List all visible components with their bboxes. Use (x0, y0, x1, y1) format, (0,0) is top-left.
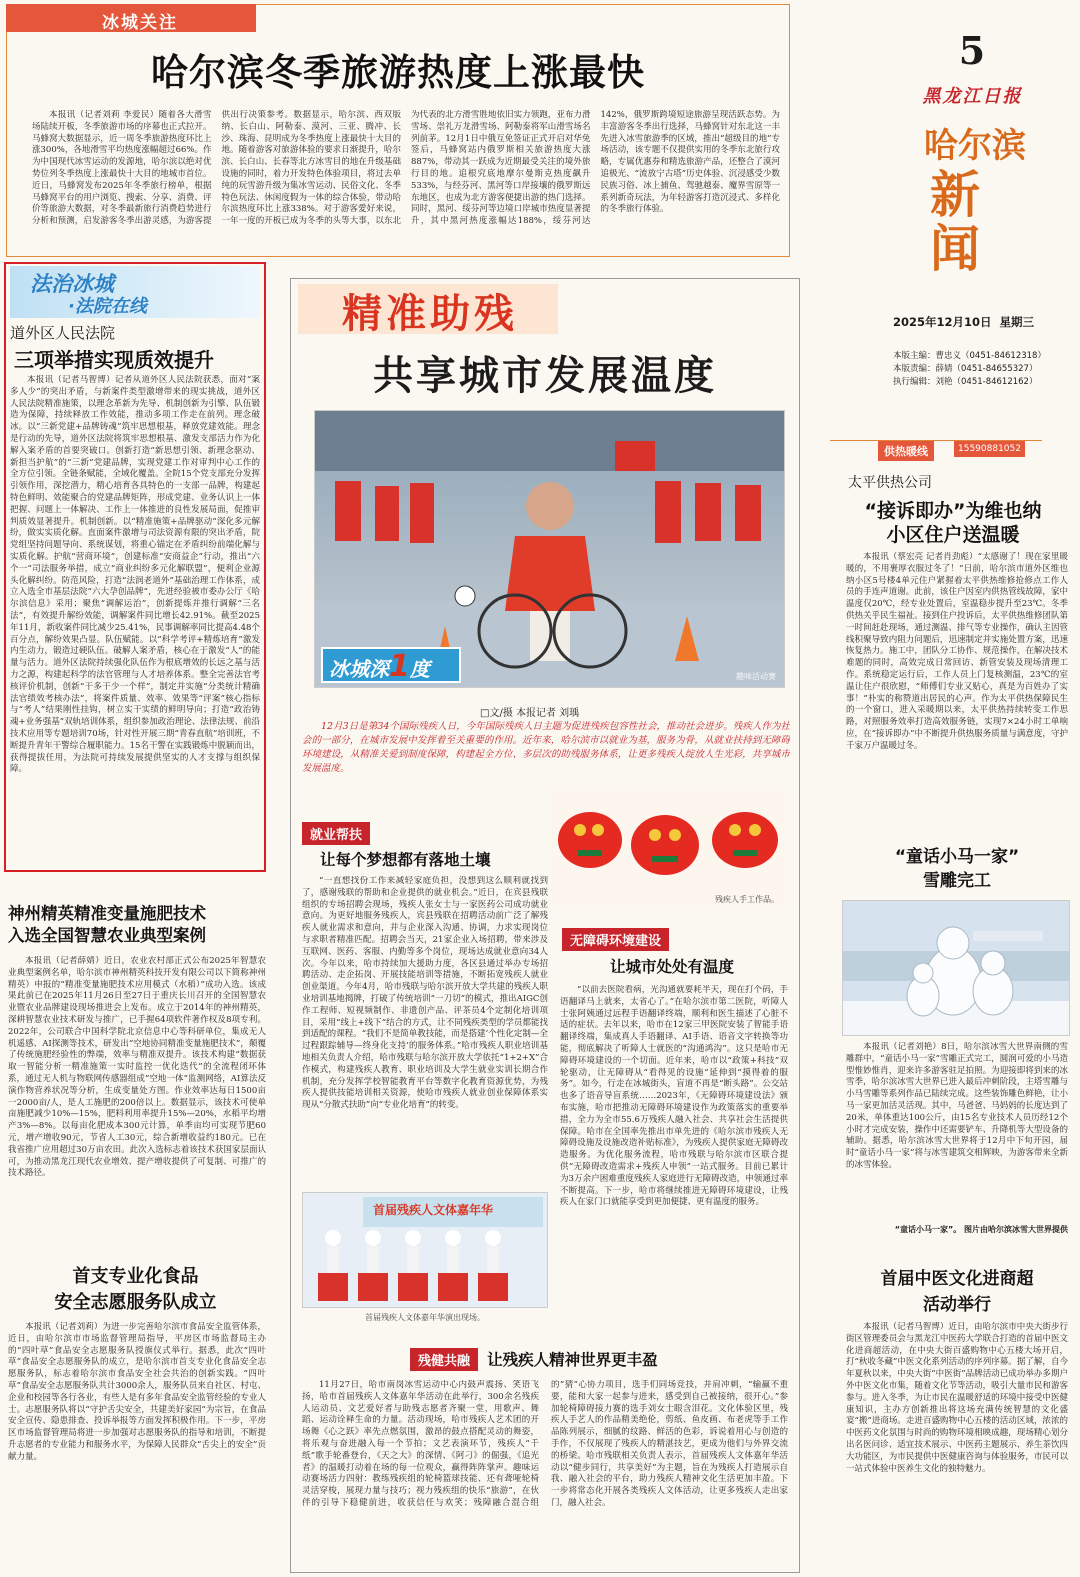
photo-badge-suffix: 度 (409, 657, 430, 681)
section-news: 新闻 (930, 166, 980, 278)
snow-photo (842, 900, 1070, 1036)
weekday: 星期三 (999, 315, 1035, 329)
rehab-headline: 让残疾人精神世界更丰盈 (487, 1351, 658, 1369)
law-subhead: 道外区人民法院 (10, 324, 116, 342)
carnival-photo (302, 1192, 548, 1308)
heating-subhead: 太平供热公司 (848, 475, 932, 491)
law-body: 本报讯（记者马智博）记者从道外区人民法院获悉，面对“案多人少”的突出矛盾，与新案件类型激增带来的现实挑战，道外区人民法院精准施策，以理念革新为先导、机制创新为引擎、队伍锻造为保障，持续释放工作效能，推动多项工作走在前列。理念破冰。以“三新党建+品牌铸魂”筑牢思想根基，释放党建效能。理念是行动的先导，道外区法院将筑牢思想根基、激发支部活力作为化解入案矛盾的首要突破口。创新打造“新思想引领、新理念驱动、新担当护航”的“三新”党建品牌，实现党建工作对审判中心工作的全方位引领。全链条赋能，全域化覆盖。全院15个党支部充分发挥引领作用，深挖潜力，精心培育各具特色的一支部一品牌，构建起特色鲜明、效能聚合的党建品牌矩阵，形成党建、业务认识上一体把握、问题上一体解决、工作上一体推进的良性发展局面，促推审判质效显著提升。机制创新。以“精准施策+品牌驱动”深化多元解纷，做实实质化解。直面案件激增与司法资源有限的突出矛盾，院党组坚持问题导向、系统谋划，将重心锚定在矛盾纠纷前端化解与实质化解。护航“营商环境”，创建标准“安商益企”行动，推出“六个一”司法服务举措，成立“商业纠纷多元化解联盟”，便利企业源头化解纠纷。防范风险，打造“法润老道外”基础治理工作体系，成立入选全市基层法院“六大孕创品牌”，先进经验被市委办公厅《哈尔滨信息》采用；聚焦“调解运治”，创新提炼并推行调解“三名法”，有效提升解纷效能，调解案件同比增长42.91%。截至2025年11月，新收案件同比减少25.41%，民事调解率同比提高4.48个百分点，解纷效果凸显。队伍赋能。以“科学考评+精炼培育”激发内生动力，锻造过硬队伍。破解人案矛盾，核心在于激发“人”的能量与活力。道外区法院持续强化队伍作为根底增效的长远之基与活力之源，构建起科学的法官管理与人才培养体系。整全完善法官考核评价机制，创新“干多干少一个样”，制定并实施“分类统计精确法官绩效考核办法”，将案件质量、效率、效果等“评案”核心指标与“考人”结果刚性挂钩，树立实干实绩的鲜明导向；打造“政治铸魂+业务强基”双轨培训体系，组织参加政治理论、法律法规、前沿技术应用等专题培训70场，针对性开展三期“青春直航”培训班，不断提升青年干警综合履职能力。15名干警在实践锻炼中脱颖而出，获得提拔任用，为法院可持续发展提供坚实的人才支撑与组织保障。 (10, 375, 260, 775)
tiger-shoes-image (550, 790, 785, 895)
food-body: 本报讯（记者刘莉）为进一步完善哈尔滨市食品安全监管体系，近日，由哈尔滨市市场监督管理局指导，平房区市场监督局主办的“四叶草”食品安全志愿服务队授旗仪式举行。据悉，此次“四叶草”食品安全志愿服务队的成立，是哈尔滨市首支专业化食品安全志愿服务队，标志着哈尔滨市食品安全社会共治的创新实践。“四叶草”食品安全志愿服务队共计3000余人，服务队员来自社区、村屯、企业和校园等各行各业，有些人是有多年食品安全监管经验的专业人士。志愿服务队将以“守护舌尖安全，共建美好家园”为宗旨，在食品安全宣传、隐患排查、投诉举报等方面发挥积极作用。下一步，平房区市场监督管理局将进一步加强对志愿服务队的指导和培训，不断提升志愿者的专业能力和服务水平，为保障人民群众“舌尖上的安全”贡献力量。 (8, 1322, 266, 1462)
carnival-caption: 首届残疾人文体嘉年华演出现场。 (365, 1313, 485, 1322)
heating-headline1: “接诉即办”为维也纳 (864, 500, 1042, 522)
section-city: 哈尔滨 (924, 126, 1026, 166)
top-story-tag: 冰城关注 (6, 4, 256, 32)
food-headline2: 安全志愿服务队成立 (54, 1292, 217, 1313)
agri-body: 本报讯（记者薛婧）近日，农业农村部正式公布2025年智慧农业典型案例名单，哈尔滨市神州精英科技开发有限公司以下简称神州精英）申报的“精准变量施肥技术应用模式（水稻）”成功入选。该成果此前已在2025年11月26日至27日于重庆长川召开的全国智慧农业暨农业品牌建设现场推进会上发布。成立于2014年的神州精英，深耕智慧农业技术研发与推广，已手握64项软件著作权及8项专利。2022年，公司联合中国科学院北京信息中心等科研单位，集成无人机遥感、AI探测等技术，研发出“空地协同精准变量施肥技术”，颠覆了传统施肥经验性的弊端，效率与精准双提升。该技术构建“数据获取一智能分析一精准施策一实时监控一优化迭代”的全流程闭环体系，通过无人机与物联网传感器组成“空地一体”监测网络，AI算法反演作物营养状况等分析，生成变量处方图。作业效率达每日1500亩一2000亩/人，是人工施肥的200倍以上。数据显示，该技术可使单亩施肥减少10%—15%，肥料利用率提升15%—20%，水稻平均增产3%—8%。以每亩化肥成本300元计算，单季亩均可实现节肥60元，增产增收90元，节省人工30元，综合新增收益约180元。已在我省推广应用超过30万亩农田。此次入选标志着该技术获国家层面认可，为推动黑龙江现代农业增效、提产增收提供了可复制、可推广的技术路径。 (8, 956, 266, 1179)
tcm-headline2: 活动举行 (923, 1295, 991, 1315)
rehab-tag: 残健共融 (410, 1348, 478, 1371)
staff-list (893, 350, 1073, 389)
snow-sculpture-image (843, 901, 1070, 1036)
top-story-body: 本报讯（记者刘莉 李爱民）随着各大滑雪场陆续开板，冬季旅游市场的序幕也正式拉开。马蜂窝大数据显示，近一周冬季旅游热度环比上涨300%，各地滑雪平均热度涨幅超过66%。作为中国现代冰雪运动的发源地，哈尔滨以绝对优势位列冬季热度上涨最快十大目的地城市首位。近日，马蜂窝发布2025年冬季旅行榜单，根据马蜂窝平台的用户浏览、搜索、分享、消费、评价等旅游大数据，对冬季最新旅行消费趋势进行分析和预测，启发游客冬季出游灵感，为游客提供出行决策参考。数据显示，哈尔滨、西双版纳、长白山、阿勒泰、漠河、三亚、腾冲、长沙、珠海、昆明成为冬季热度上涨最快十大目的地。随着游客对旅游体验的要求日渐提升，哈尔滨、长白山、长春等北方冰雪目的地在升级基础设施的同时，着力开发特色体验项目，将过去单纯的玩雪游升级为集冰雪运动、民俗文化、冬季特色玩法、休闲度假为一体的综合体验，带动哈尔滨热度环比上涨338%。对于游客愛好来说，一年一度的开板已成为冬季的头等大事，以东北为代表的北方滑雪胜地依旧实力领跑，亚布力滑雪场、崇礼万龙滑雪场、阿勒泰将军山滑雪场名列前茅。12月1日中俄互免签证正式开启对华免签后，马蜂窝站内俄罗斯相关旅游热度大涨887%，带动其一跃成为近期最受关注的境外旅行目的地。追根究底地摩尔曼斯克热度飙升533%，与经芬河、黑河等口岸接壤的俄罗斯远东地区，也成为北方游客便捷出游的热门选择。同时，黑河、绥芬河等边境口岸城市热度显著提升，其中黑河热度涨幅达188%，绥芬河达142%，俄罗斯跨境短途旅游呈现活跃态势。为丰富游客冬季出行选择，马蜂窝针对东北这一丰先进入冰雪旅游季的区域，推出“超级目的地”专场活动，该专题不仅提供实用的冬季东北旅行攻略，专属优惠券和精选旅游产品，还整合了漠河追极光、“流放宁古塔”历史体验、沉浸感受少数民族习俗、冰上捕鱼、驾驰越泰、魔界雪原等一系列新奇玩法，为年轻游客打造沉浸式、多样化的冬季旅行体验。 (32, 110, 780, 227)
rehab-head (410, 1348, 658, 1371)
heating-banner (830, 440, 1042, 457)
page-number: 5 (958, 28, 986, 73)
date: 2025年12月10日 (893, 315, 992, 329)
staff-editor: 本版主编：曹忠义（0451-84612318） (893, 351, 1046, 361)
feature-lead: 12月3日是第34个国际残疾人日，今年国际残疾人日主题为促进残疾包容性社会，推动社会进步。残疾人作为社会的一部分，在城市发展中发挥着至关重要的作用。近年来，哈尔滨市以就业为基，服务为骨，从就业扶持到无障碍环境建设，从精准关爱到制度保障，构建起全方位、多层次的助残服务体系，让更多残疾人绽放人生光彩，共享城市发展温度。 (302, 721, 790, 774)
snow-body: 本报讯（记者刘艳）8日，哈尔滨冰雪大世界南侧的雪雕群中，“童话小马一家”雪雕正式完工，圆润可爱的小马造型惟妙惟肖，迎来许多游客驻足拍照。为迎接即将到来的冰雪季，哈尔滨冰雪大世界已进入最后冲刺阶段，主塔雪雕与小马雪雕等系列作品已陆续完成。这些装饰雕色鲜艳，让小马一家更加活灵活现。其中，马爸爸、马妈妈的长度达到了20米，单体重达100公斤，由15名专业技术人员历经12个小时才完成安装，操作中还需要铲车、升降机等大型设备的辅助。据悉，哈尔滨冰雪大世界将于12月中下旬开园，届时“童话小马一家”将与冰雪建筑交相辉映，为游客带来全新的冰雪体验。 (846, 1042, 1068, 1170)
feature-headline: 共享城市发展温度 (373, 353, 717, 399)
photo-badge (321, 647, 461, 683)
feature-photo-caption: 趣味活动赛 (736, 672, 776, 681)
tcm-body: 本报讯（记者马智博）近日，由哈尔滨市中央大街步行街区管理委员会与黑龙江中医药大学联合打造的首届中医文化进商超活动，在中央大街百盛购物中心五楼大场开启，打“秋收冬藏”中医文化系列活动的序列序幕。据了解，自今年夏秋以来，中央大街“中医街”品牌活动已成功举办多期户外中医文化市集，随着文化节等活动，吸引大量市民和游客参与。进入冬季，为让市民在温暖舒适的环境中接受中医健康知识，主办方创新推出将这场充满传统智慧的文化盛宴“搬”进商场。走进百盛购物中心五楼的活动区域，浓浓的中医药文化氛围与时尚的购物环境相映成趣，现场精心划分出名医问诊、适宜技术展示、中医药主题展示、养生茶饮四大功能区，为市民提供中医健康咨询与体验服务，市民可以一站式体验中医养生文化的独特魅力。 (846, 1322, 1068, 1474)
feature-byline: □文/摄 本报记者 刘瑀 (480, 708, 580, 719)
accessible-body: “以前去医院看病，光沟通就要耗半天，现在打个码，手语翻译马上就来，太省心了。”在哈尔滨市第二医院，听障人士张阿姨通过远程手语翻译终端，顺利和医生描述了心脏不适的症状。去年以来，哈市在12家三甲医院安装了智能手语翻译终端，集成真人手语翻译、AI手语、语音文字转换等功能，彻底解决了听障人士就医的“沟通鸿沟”。这只是哈市无障碍环境建设的一个切面。近年来，哈市以“政策+科技”双轮驱动，让无障碍从“看得见的设施”延伸到“摸得着的服务”。如今，行走在冰城街头，盲道不再是“断头路”。公交站也多了语音导盲系统……2023年，《无障碍环境建设法》颁布实施，哈市把推动无障碍环境建设作为政策落实的重要举措，全力为全市55.6万残疾人融入社会、共享社会生活提供保障。哈市在全国率先推出市单先进的《哈尔滨市残疾人无障碍设施及设施改造补贴标准》，为残疾人提供家庭无障碍改造服务。为优化服务流程，哈市残联与哈尔滨市区联合提供“无障碍改造需求+残疾人申领”一站式服务。目前已累计为3万余户困难重度残疾人家庭进行无障碍改造，申领通过率不断提高。下一步，哈市将继续推进无障碍环境建设，让残疾人在家门口就能享受到更加便捷、更有温度的服务。 (560, 985, 788, 1208)
law-headline: 三项举措实现质效提升 (14, 348, 214, 372)
handicraft-photo (550, 790, 785, 905)
feature-photo (314, 410, 785, 688)
agri-headline2: 入选全国智慧农业典型案例 (8, 926, 206, 945)
law-banner (10, 266, 260, 318)
employment-body: “一直想找份工作来减轻家庭负担，没想到这么顺利就找到了，感谢残联的帮助和企业提供的就业机会。”近日，在宾县残联组织的专场招聘会现场，残疾人张女士与一家医药公司成功就业意向。为更好地服务残疾人，宾县残联在招聘活动前广泛了解残疾人就业需求和意向，并与企业深入沟通、协调，力求实现岗位与求职者精准匹配。招聘会当天，21家企业入场招聘，带来涉及互联网、医药、客服、内勤等多个岗位，现场达成就业意向34人次。今年以来，哈市持续加大援助力度，各区县通过举办专场招聘活动、走企拓岗、开展技能培训等措施，不断拓宽残疾人就业创业渠道。今年4月，哈市残联与哈尔滨开放大学共建的残疾人职业培训基地揭牌，打破了传统培训“一刀切”的模式，推出AIGC创作工程师、短视频制作、非遗创产品、评茶员4个定制化培训项目，采用“线上+线下”结合的方式，让不同残疾类型的学员都能找到适配的课程。“我们不是简单教技能，而是搭建‘个性化定制—全过程跟踪辅导—终身化支持’的服务体系。”哈市残疾人职业培训基地相关负责人介绍，哈市残联与哈尔滨开放大学依托“1+2+X”合作模式，构建残疾人教育、职业培训及大学生就业实训长期合作机制，充分发挥学校智能教育平台等数字化教育资源优势，为残疾人提供技能培训相关资源，使哈市残疾人就业创业保障体系实现从“分散式扶助”向“专业化培育”的转变。 (302, 876, 548, 1111)
staff-exec-editor: 执行编辑：刘艳（0451-84612162） (893, 377, 1038, 387)
heating-hotline: 15590881052 (954, 441, 1025, 457)
heating-body: 本报讯（蔡宏亮 记者肖劲彪）“太感谢了！现在家里暖暖的，不用裹厚衣服过冬了！”日前，哈尔滨市道外区维也纳小区5号楼4单元住户紧握着太平供热维修抢修点工作人员的手连声道谢。此前，该住户因室内供热管线故障，家中温度仅20℃，经专业处置后，室温稳步提升至23℃。冬季供热关乎民生福祉。接到住户投诉后，太平供热维修团队第一时间赶赴现场，通过测温、排气等专业操作，确认主因管线积聚导致内阻力问题后，迅速制定并实施处置方案，迅速恢复热力。施工中，团队分工协作、规范操作，在解决技术难题的同时，高效完成日常回访、新管安装及现场清理工作。系统稳定运行后，工作人员上门复核测温，23℃的室温让住户很欣慰，“师傅们专业又贴心，真是为百姓办了实事！”朴实的称赞道出居民的心声。作为太平供热保障民生的一个窗口，进入采暖期以来，太平供热持续转变工作思路，对照服务效率打造高效服务链，实现7×24小时工单响应，在“接诉即办”中不断提升供热服务质量与满意度，守护千家万户温暖过冬。 (846, 552, 1068, 751)
employment-tag: 就业帮扶 (302, 822, 370, 845)
heating-headline2: 小区住户送温暖 (886, 524, 1020, 546)
top-story-headline: 哈尔滨冬季旅游热度上涨最快 (151, 51, 645, 94)
accessible-headline: 让城市处处有温度 (610, 958, 735, 976)
snow-headline1: “童话小马一家” (894, 847, 1020, 867)
heating-tag: 供热暖线 (878, 441, 934, 461)
accessible-tag: 无障碍环境建设 (562, 928, 669, 951)
staff-duty-editor: 本版责编：薛婧（0451-84655327） (893, 364, 1038, 374)
photo-badge-num: 1 (389, 649, 410, 684)
employment-headline: 让每个梦想都有落地土壤 (320, 851, 491, 869)
snow-photo-caption: “童话小马一家”。 图片由哈尔滨冰雪大世界提供 (894, 1225, 1068, 1234)
agri-headline1: 神州精英精准变量施肥技术 (8, 904, 206, 923)
carnival-banner-text: 首届残疾人文体嘉年华 (373, 1203, 494, 1217)
paper-name: 黑龙江日报 (922, 86, 1023, 107)
photo-badge-prefix: 冰城深 (329, 657, 389, 681)
rehab-body: 11月27日，哈市南岗冰雪运动中心内鼓声震扬、笑语飞扬，哈市首届残疾人文体嘉年华活动在此举行，300余名残疾人运动员、文艺爱好者与助残志愿者齐聚一堂，用歌声、舞蹈、运动诠释生命的力量。活动现场，哈市残疾人艺术团的开场舞《心之跃》率先点燃氛围，激昂的鼓点搭配灵动的舞姿，将乐观与奋进融入每一个节拍；文艺表演环节，残疾人“千纸”歌手轮番登台，《天之大》的深情、《阿刁》的倔强，《追光者》的温暖打动着在场的每一位观众，赢得阵阵掌声。趣味运动赛场活力四射：教练残疾组的轮椅篮球技能、还有聋哑轮椅灵活穿梭，展现力量与技巧；视力残疾组的快乐“旅游”，在伙伴的引导下稳健前进，收获信任与欢笑；残障融合混合组的“猜”心协力项目，选手们同场竞技，并肩冲刺，“输赢不重要，能和大家一起参与进来，感受到自己被接纳，很开心。”参加轮椅障碍接力赛的选手刘女士眼含泪花。文化体验区里，残疾人手艺人的作品精美绝伦，剪纸、鱼皮画、布老虎等手工作品陈列展示，细腻的纹路、鲜活的色彩，诉说着用心与创造的手作，不仅展现了残疾人的精湛技艺，更成为他们与外界交流的桥梁。哈市残联相关负责人表示，首届残疾人文体嘉年华活动以“健步同行，共享美好”为主题，旨在为残疾人打造展示自我、融入社会的平台，助力残疾人精神文化生活更加丰盈。下一步将常态化开展各类残疾人文体活动，让更多残疾人走出家门，融入社会。 (302, 1380, 788, 1508)
law-banner-line2: ·法院在线 (68, 296, 147, 317)
date-line (893, 314, 1063, 330)
feature-banner: 精准助残 (342, 291, 518, 337)
food-headline1: 首支专业化食品 (72, 1266, 199, 1287)
tcm-headline1: 首届中医文化进商超 (880, 1269, 1034, 1289)
law-banner-line1: 法治冰城 (30, 272, 114, 296)
snow-headline2: 雪雕完工 (923, 871, 991, 891)
handicraft-caption: 残疾人手工作品。 (715, 895, 779, 904)
